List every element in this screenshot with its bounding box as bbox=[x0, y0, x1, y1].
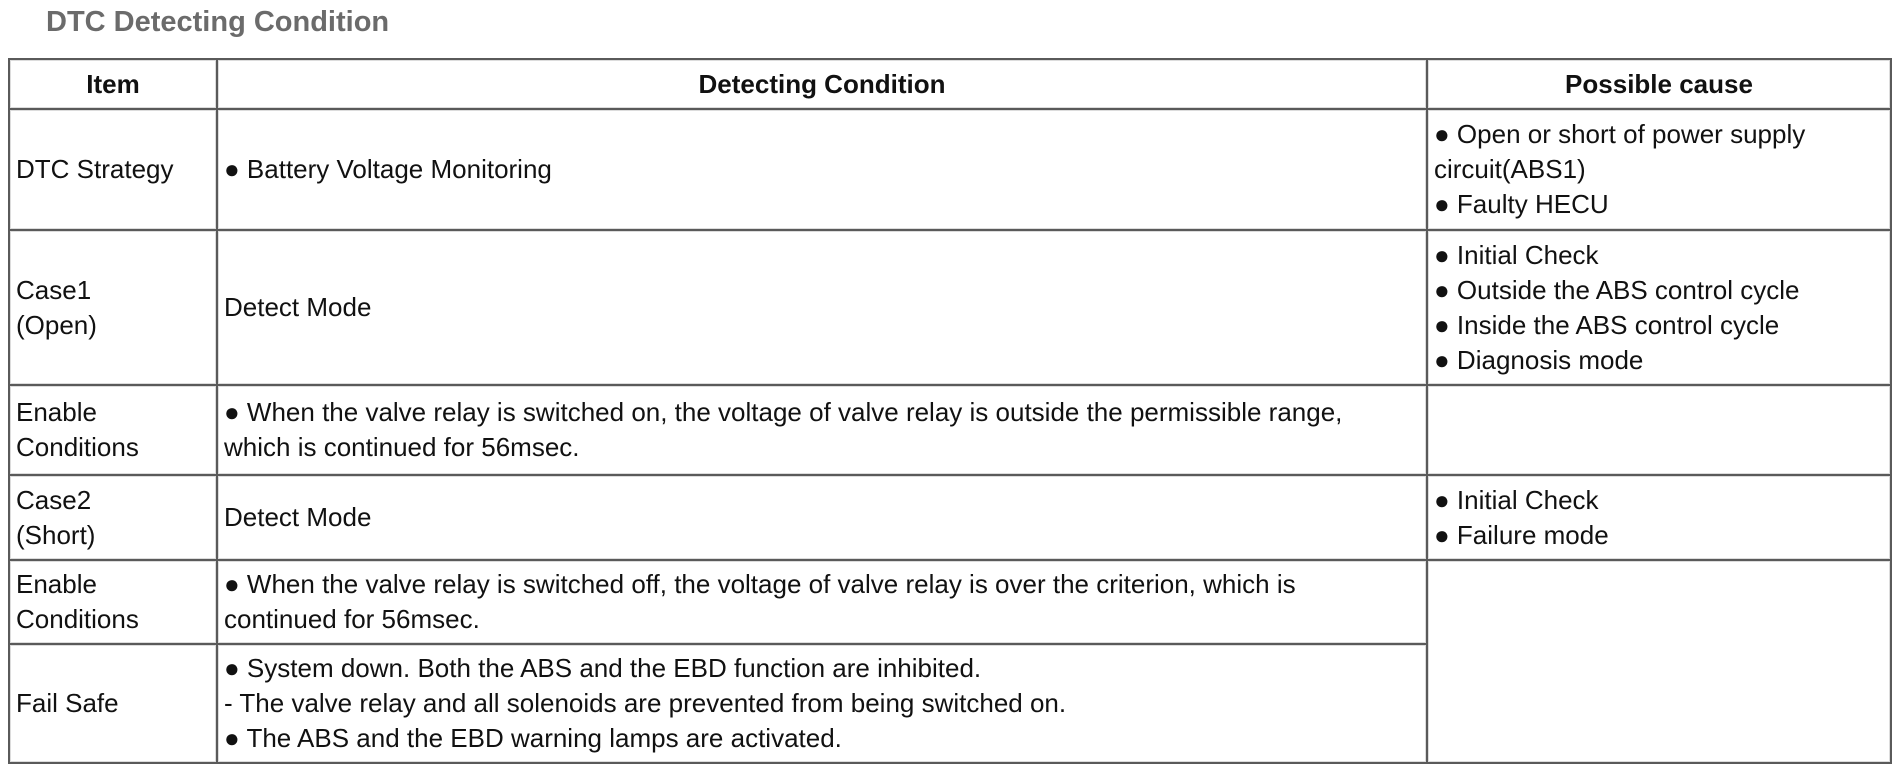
cause-line: ● Outside the ABS control cycle bbox=[1434, 274, 1800, 305]
cell-item: DTC Strategy bbox=[9, 109, 217, 230]
item-line: Enable bbox=[16, 397, 97, 427]
cell-condition bbox=[217, 560, 1427, 644]
page-title: DTC Detecting Condition bbox=[46, 6, 390, 38]
cell-cause bbox=[1427, 385, 1891, 475]
cell-condition: Detect Mode bbox=[217, 230, 1427, 385]
item-line: (Short) bbox=[16, 519, 96, 550]
condition-line: ● When the valve relay is switched on, the voltage of valve relay is outside the permissible range, bbox=[224, 397, 1343, 427]
cause-line: circuit(ABS1) bbox=[1434, 154, 1586, 184]
table-row bbox=[9, 230, 1891, 385]
cell-cause bbox=[1427, 230, 1891, 385]
cell-item bbox=[9, 230, 217, 385]
header-item: Item bbox=[9, 59, 217, 109]
dtc-condition-table bbox=[8, 58, 1892, 764]
cell-item bbox=[9, 475, 217, 560]
item-line: Conditions bbox=[16, 604, 139, 634]
cell-condition bbox=[217, 385, 1427, 475]
item-line: Enable bbox=[16, 569, 97, 599]
condition-line: continued for 56msec. bbox=[224, 604, 480, 634]
table-row bbox=[9, 560, 1891, 644]
item-line: Case2 bbox=[16, 484, 92, 515]
cause-line: ● Initial Check bbox=[1434, 239, 1599, 270]
header-detecting-condition: Detecting Condition bbox=[217, 59, 1427, 109]
cause-line: ● Diagnosis mode bbox=[1434, 344, 1644, 375]
item-line: Conditions bbox=[16, 432, 139, 462]
item-line: (Open) bbox=[16, 309, 97, 340]
cell-condition: Detect Mode bbox=[217, 475, 1427, 560]
condition-line: ● The ABS and the EBD warning lamps are activated. bbox=[224, 723, 842, 753]
cell-item bbox=[9, 560, 217, 644]
header-possible-cause: Possible cause bbox=[1427, 59, 1891, 109]
cell-item bbox=[9, 385, 217, 475]
cause-line: ● Initial Check bbox=[1434, 484, 1599, 515]
cause-line: ● Failure mode bbox=[1434, 519, 1609, 550]
cell-condition: ● Battery Voltage Monitoring bbox=[217, 109, 1427, 230]
condition-line: - The valve relay and all solenoids are prevented from being switched on. bbox=[224, 688, 1067, 718]
cause-line: ● Faulty HECU bbox=[1434, 189, 1609, 219]
cell-condition bbox=[217, 644, 1427, 763]
cause-line: ● Inside the ABS control cycle bbox=[1434, 309, 1780, 340]
cause-line: ● Open or short of power supply bbox=[1434, 119, 1806, 149]
table-row bbox=[9, 475, 1891, 560]
table-row bbox=[9, 385, 1891, 475]
item-line: Case1 bbox=[16, 274, 92, 305]
table-row bbox=[9, 109, 1891, 230]
cell-item: Fail Safe bbox=[9, 644, 217, 763]
cell-cause bbox=[1427, 109, 1891, 230]
condition-line: ● When the valve relay is switched off, the voltage of valve relay is over the criterion, which is bbox=[224, 569, 1296, 599]
condition-line: ● System down. Both the ABS and the EBD function are inhibited. bbox=[224, 653, 982, 683]
condition-line: which is continued for 56msec. bbox=[224, 432, 580, 462]
cell-cause bbox=[1427, 475, 1891, 560]
cell-cause-empty bbox=[1427, 560, 1891, 763]
table-header-row bbox=[9, 59, 1891, 109]
